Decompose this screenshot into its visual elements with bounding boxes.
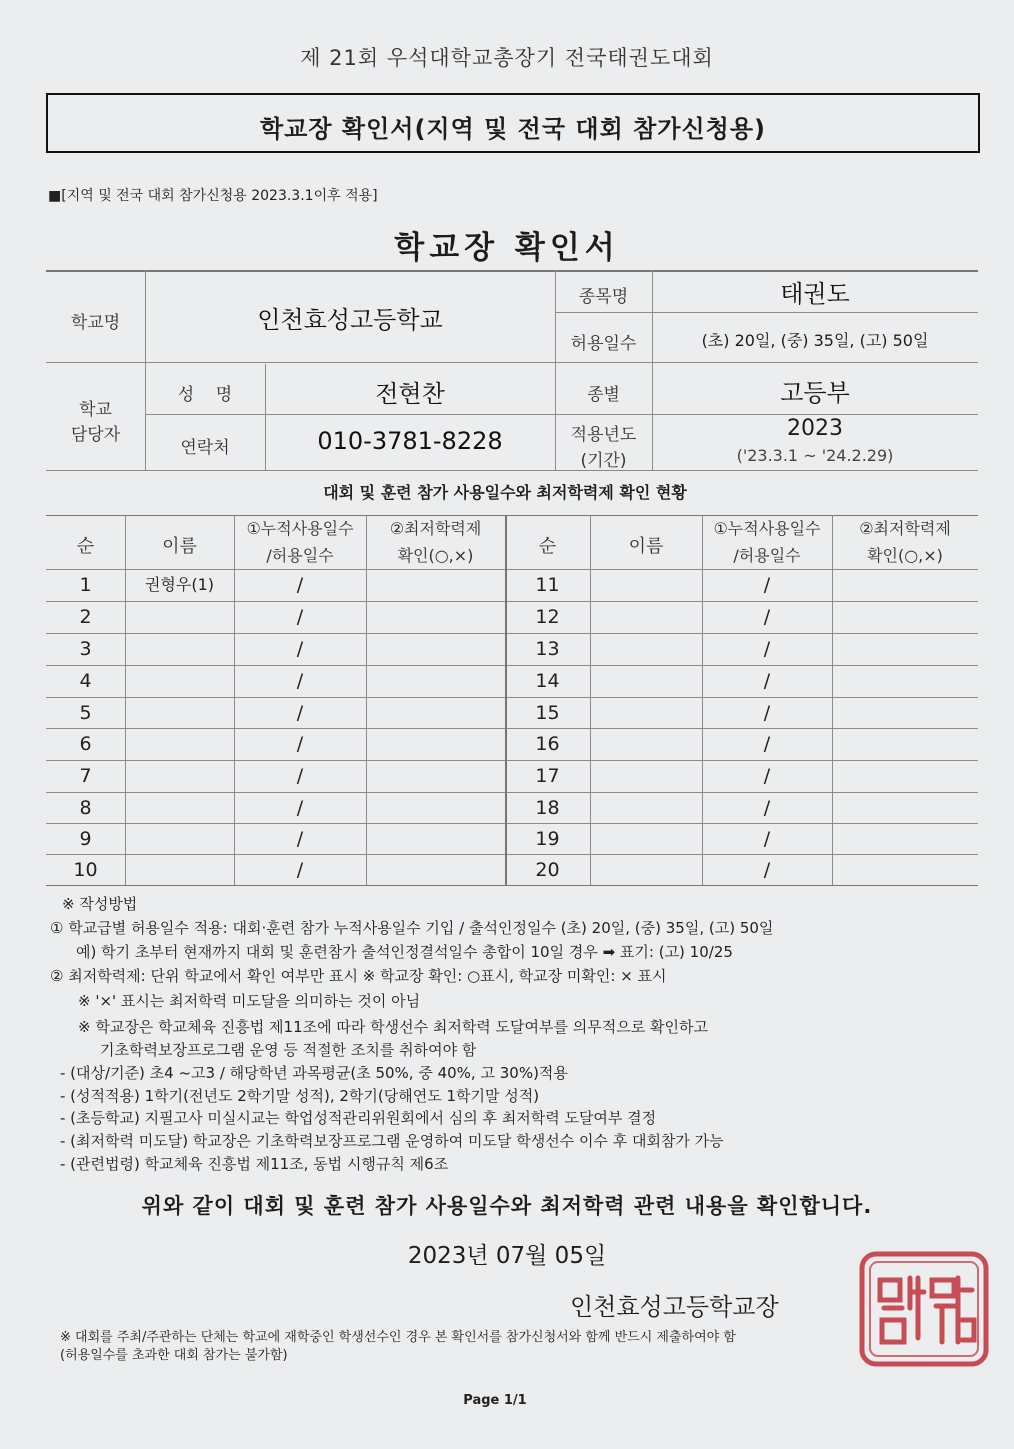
row-no: 15: [535, 702, 560, 724]
note-line: 예) 학기 초부터 현재까지 대회 및 훈련참가 출석인정결석일수 총합이 10일 경우 ➡ 표기: (고) 10/25: [76, 943, 733, 961]
sport-label: 종목명: [578, 287, 629, 307]
note-line: ② 최저학력제: 단위 학교에서 확인 여부만 표시 ※ 학교장 확인: ○표시, 학교장 미확인: × 표시: [50, 967, 667, 985]
principal-signature: 인천효성고등학교장: [570, 1293, 779, 1321]
doc-title-box: [46, 93, 980, 153]
note-line: ① 학교급별 허용일수 적용: 대회·훈련 참가 누적사용일수 기입 / 출석인정일수 (초) 20일, (중) 35일, (고) 50일: [50, 919, 774, 937]
header-days-left-2: /허용일수: [266, 546, 334, 565]
form-title: 학교장 확인서: [394, 230, 620, 266]
event-title: 제 21회 우석대학교총장기 전국태권도대회: [300, 46, 714, 70]
note-line: - (최저학력 미도달) 학교장은 기초학력보장프로그램 운영하여 미도달 학생선수 이수 후 대회참가 가능: [60, 1132, 724, 1150]
row-no: 13: [535, 638, 560, 660]
note-line: - (성적적용) 1학기(전년도 2학기말 성적), 2학기(당해연도 1학기말 성적): [60, 1087, 540, 1105]
row-days: /: [296, 606, 304, 628]
note-line: 기초학력보장프로그램 운영 등 적절한 조치를 취하여야 함: [100, 1041, 477, 1059]
row-days: /: [296, 638, 304, 660]
row-no: 16: [535, 733, 560, 755]
header-days-right-2: /허용일수: [733, 546, 801, 565]
row-days: /: [763, 859, 771, 881]
confirm-text: 위와 같이 대회 및 훈련 참가 사용일수와 최저학력 관련 내용을 확인합니다.: [141, 1194, 873, 1218]
confirm-date: 2023년 07월 05일: [407, 1243, 607, 1269]
row-no: 3: [79, 638, 92, 660]
note-line: - (관련법령) 학교체육 진흥법 제11조, 동법 시행규칙 제6조: [60, 1155, 449, 1173]
header-name-left: 이름: [162, 536, 197, 557]
allowed-days-value: (초) 20일, (중) 35일, (고) 50일: [701, 331, 929, 350]
header-check-right-1: ②최저학력제: [859, 519, 951, 538]
row-days: /: [763, 574, 771, 596]
status-heading: 대회 및 훈련 참가 사용일수와 최저학력제 확인 현황: [323, 483, 687, 502]
note-line: - (초등학교) 지필고사 미실시교는 학업성적관리위원회에서 심의 후 최저학력 도달여부 결정: [60, 1109, 657, 1127]
row-no: 11: [535, 574, 560, 596]
footer-note-line-2: (허용일수를 초과한 대회 참가는 불가함): [60, 1348, 288, 1363]
row-no: 7: [79, 765, 92, 787]
period-value: ('23.3.1 ~ '24.2.29): [736, 446, 894, 465]
row-days: /: [763, 828, 771, 850]
allowed-days-label: 허용일수: [570, 334, 637, 354]
apply-note: ■[지역 및 전국 대회 참가신청용 2023.3.1이후 적용]: [48, 188, 378, 204]
footer-note-line-1: ※ 대회를 주최/주관하는 단체는 학교에 재학중인 학생선수인 경우 본 확인서를 참가신청서와 함께 반드시 제출하여야 함: [60, 1330, 736, 1345]
row-no: 14: [535, 670, 560, 692]
row-name: 권형우(1): [144, 575, 215, 594]
row-no: 10: [73, 859, 98, 881]
row-no: 6: [79, 733, 92, 755]
footer-note: [60, 1329, 960, 1365]
row-days: /: [763, 733, 771, 755]
row-no: 12: [535, 606, 560, 628]
row-days: /: [763, 670, 771, 692]
school-label: 학교명: [70, 313, 121, 333]
note-line: ※ '×' 표시는 최저학력 미도달을 의미하는 것이 아님: [78, 992, 421, 1010]
sport-value: 태권도: [780, 280, 850, 308]
header-days-left-1: ①누적사용일수: [246, 519, 354, 538]
name-label: 성 명: [177, 385, 233, 405]
header-check-right-2: 확인(○,×): [867, 546, 943, 565]
row-days: /: [296, 797, 304, 819]
row-days: /: [296, 670, 304, 692]
row-no: 5: [79, 702, 92, 724]
school-name: 인천효성고등학교: [257, 306, 443, 334]
row-no: 20: [535, 859, 560, 881]
note-line: - (대상/기준) 초4 ~고3 / 해당학년 과목평균(초 50%, 중 40%, 고 30%)적용: [60, 1064, 568, 1082]
row-days: /: [296, 828, 304, 850]
row-days: /: [296, 574, 304, 596]
row-no: 8: [79, 797, 92, 819]
contact-phone: 010-3781-8228: [317, 427, 503, 455]
row-days: /: [296, 765, 304, 787]
row-days: /: [763, 702, 771, 724]
row-days: /: [763, 765, 771, 787]
year-label-1: 적용년도: [570, 425, 637, 445]
row-days: /: [296, 733, 304, 755]
row-days: /: [296, 859, 304, 881]
contact-name: 전현찬: [375, 380, 445, 408]
division-label: 종별: [587, 385, 620, 405]
contact-person-label-2: 담당자: [70, 425, 121, 445]
row-no: 17: [535, 765, 560, 787]
year-label-2: (기간): [580, 451, 627, 471]
header-check-left-1: ②최저학력제: [389, 519, 482, 538]
notes-heading: ※ 작성방법: [62, 895, 138, 913]
header-no-left: 순: [76, 536, 95, 557]
row-days: /: [763, 606, 771, 628]
row-days: /: [763, 638, 771, 660]
row-no: 1: [79, 574, 92, 596]
row-days: /: [763, 797, 771, 819]
header-no-right: 순: [538, 536, 557, 557]
contact-person-label-1: 학교: [79, 400, 112, 420]
phone-label: 연락처: [180, 438, 230, 458]
doc-title: 학교장 확인서(지역 및 전국 대회 참가신청용): [259, 115, 767, 143]
note-line: ※ 학교장은 학교체육 진흥법 제11조에 따라 학생선수 최저학력 도달여부를 의무적으로 확인하고: [78, 1018, 708, 1036]
row-no: 2: [79, 606, 92, 628]
year-value: 2023: [787, 416, 843, 441]
row-no: 19: [535, 828, 560, 850]
row-no: 4: [79, 670, 92, 692]
header-check-left-2: 확인(○,×): [397, 546, 474, 565]
header-name-right: 이름: [628, 536, 664, 557]
row-days: /: [296, 702, 304, 724]
division-value: 고등부: [780, 379, 850, 407]
row-no: 9: [79, 828, 92, 850]
page-number: Page 1/1: [463, 1393, 527, 1408]
row-no: 18: [535, 797, 560, 819]
header-days-right-1: ①누적사용일수: [713, 519, 821, 538]
